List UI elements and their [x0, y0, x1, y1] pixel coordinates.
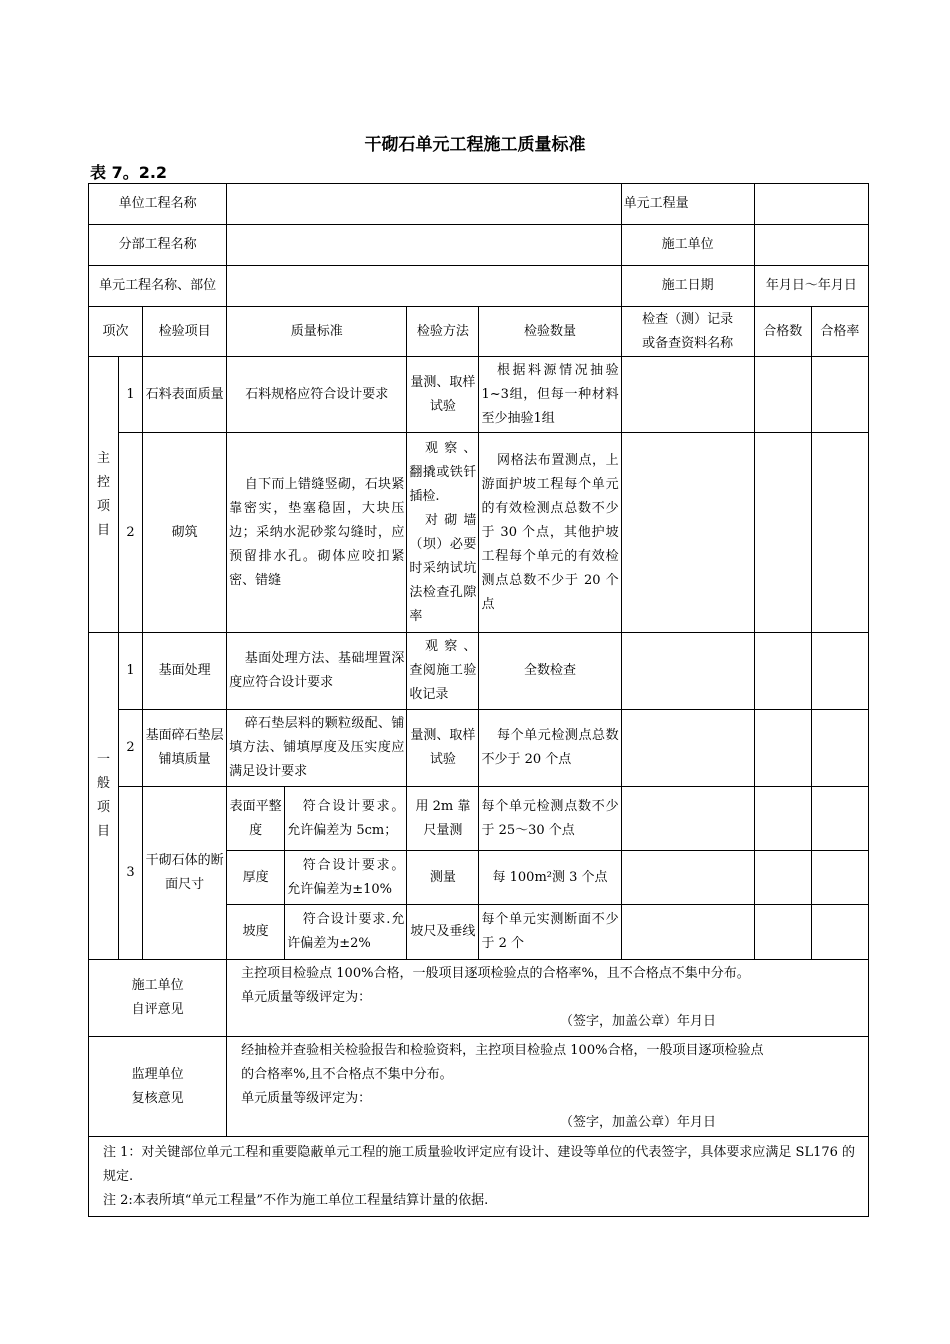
main-item-row-1	[89, 357, 869, 433]
general-item-2-pass-rate	[811, 710, 868, 787]
general-item-1-name: 基面处理	[143, 633, 227, 710]
header-row-unit-project	[89, 184, 869, 225]
col-method: 检验方法	[407, 307, 479, 357]
construction-unit-value	[754, 225, 868, 266]
general-item-row-1	[89, 633, 869, 710]
general-item-3-sub-1-name: 表面平整度	[227, 787, 285, 851]
supervision-label-line2: 复核意见	[131, 1090, 184, 1106]
general-item-1-pass-count	[754, 633, 811, 710]
self-eval-line2: 单元质量等级评定为：	[241, 990, 372, 1005]
general-item-3-sub-2-method: 测量	[407, 851, 479, 905]
general-item-1-method: 观察、查阅施工验收记录	[407, 633, 479, 710]
general-item-1-pass-rate	[811, 633, 868, 710]
general-item-2-name: 基面碎石垫层铺填质量	[143, 710, 227, 787]
self-eval-label-line1: 施工单位	[131, 978, 184, 993]
general-items-category	[89, 633, 119, 960]
main-item-1-standard: 石料规格应符合设计要求	[227, 357, 407, 433]
main-item-1-pass-rate	[811, 357, 868, 433]
table-number: 表 7。2.2	[90, 163, 168, 182]
self-eval-sign: （签字，加盖公章）年月日	[559, 1014, 716, 1029]
general-item-2-record	[621, 710, 754, 787]
general-item-3-sub-3-method: 坡尺及垂线	[407, 905, 479, 960]
general-item-3-sub-2-pass-rate	[811, 851, 868, 905]
supervision-label-line1: 监理单位	[131, 1066, 184, 1082]
header-row-element	[89, 266, 869, 307]
general-item-3-sub-1-pass-count	[754, 787, 811, 851]
col-pass-rate: 合格率	[811, 307, 868, 357]
element-project-name-label: 单元工程名称、部位	[89, 266, 227, 307]
construction-unit-label: 施工单位	[621, 225, 754, 266]
self-eval-label-line2: 自评意见	[131, 1002, 184, 1017]
column-header-row	[89, 307, 869, 357]
general-item-3-sub-1-method: 用 2m 靠尺量测	[407, 787, 479, 851]
main-item-2-method-line1: 观察、翻撬或铁钎插检.	[409, 440, 477, 504]
general-item-2-standard: 碎石垫层料的颗粒级配、铺填方法、铺填厚度及压实度应满足设计要求	[227, 710, 407, 787]
general-item-3-sub-2-name: 厚度	[227, 851, 285, 905]
general-item-3-sub-2-record	[621, 851, 754, 905]
main-item-1-record	[621, 357, 754, 433]
general-item-3-name: 干砌石体的断面尺寸	[143, 787, 227, 960]
general-item-1-quantity: 全数检查	[479, 633, 621, 710]
main-item-2-method-line2: 对砌墙（坝）必要时采纳试坑法检查孔隙率	[409, 512, 477, 624]
element-project-name-value	[227, 266, 621, 307]
general-item-3-sub-3-record	[621, 905, 754, 960]
main-items-category	[89, 357, 119, 633]
header-row-division	[89, 225, 869, 266]
main-item-1-no: 1	[119, 357, 143, 433]
general-item-3-sub-1-pass-rate	[811, 787, 868, 851]
col-quantity: 检验数量	[479, 307, 621, 357]
supervision-row	[89, 1037, 869, 1137]
notes-content	[89, 1137, 869, 1217]
general-item-2-method: 量测、取样试验	[407, 710, 479, 787]
main-item-row-2	[89, 433, 869, 633]
general-item-3-sub-2-pass-count	[754, 851, 811, 905]
col-record	[621, 307, 754, 357]
construction-date-value: 年月日～年月日	[754, 266, 868, 307]
unit-project-name-label: 单位工程名称	[89, 184, 227, 225]
note-2: 注 2:本表所填“单元工程量”不作为施工单位工程量结算计量的依据.	[103, 1192, 489, 1208]
general-item-3-sub-2-quantity: 每 100m²测 3 个点	[479, 851, 621, 905]
general-item-3-sub-3-name: 坡度	[227, 905, 285, 960]
general-item-row-3a	[89, 787, 869, 851]
general-item-3-sub-3-quantity: 每个单元实测断面不少于 2 个	[479, 905, 621, 960]
supervision-line1: 经抽检并查验相关检验报告和检验资料，主控项目检验点 100%合格，一般项目逐项检验点	[241, 1042, 764, 1058]
general-item-2-quantity: 每个单元检测点总数不少于 20 个点	[479, 710, 621, 787]
main-item-1-quantity: 根据料源情况抽验1~3组，但每一种材料至少抽验1组	[479, 357, 621, 433]
general-item-3-sub-3-pass-count	[754, 905, 811, 960]
general-item-3-sub-1-record	[621, 787, 754, 851]
main-item-1-pass-count	[754, 357, 811, 433]
self-eval-label	[89, 960, 227, 1037]
general-item-2-no: 2	[119, 710, 143, 787]
general-item-1-record	[621, 633, 754, 710]
page-title: 干砌石单元工程施工质量标准	[364, 135, 586, 155]
general-item-3-sub-1-quantity: 每个单元检测点数不少于 25～30 个点	[479, 787, 621, 851]
general-items-category-text: 一般项目	[97, 752, 111, 839]
col-inspection-item: 检验项目	[143, 307, 227, 357]
division-project-name-value	[227, 225, 621, 266]
col-item-no: 项次	[89, 307, 143, 357]
main-item-2-no: 2	[119, 433, 143, 633]
general-item-3-no: 3	[119, 787, 143, 960]
main-item-2-pass-count	[754, 433, 811, 633]
self-eval-row	[89, 960, 869, 1037]
general-item-3-sub-3-standard: 符合设计要求.允许偏差为±2%	[285, 905, 407, 960]
col-pass-count: 合格数	[754, 307, 811, 357]
quality-standard-table	[88, 183, 869, 1217]
division-project-name-label: 分部工程名称	[89, 225, 227, 266]
col-quality-standard: 质量标准	[227, 307, 407, 357]
main-item-1-name: 石料表面质量	[143, 357, 227, 433]
note-1: 注 1：对关键部位单元工程和重要隐蔽单元工程的施工质量验收评定应有设计、建设等单位的代表签字，具体要求应满足 SL176 的规定.	[103, 1144, 856, 1184]
general-item-1-no: 1	[119, 633, 143, 710]
main-item-2-standard: 自下而上错缝竖砌，石块紧靠密实，垫塞稳固，大块压边；采纳水泥砂浆勾缝时，应预留排水孔。砌体应咬扣紧密、错缝	[227, 433, 407, 633]
self-eval-content	[227, 960, 869, 1037]
main-item-2-method	[407, 433, 479, 633]
unit-quantity-value	[754, 184, 868, 225]
supervision-label	[89, 1037, 227, 1137]
main-item-2-name: 砌筑	[143, 433, 227, 633]
general-item-3-sub-2-standard: 符合设计要求。允许偏差为±10%	[285, 851, 407, 905]
supervision-line3: 单元质量等级评定为：	[241, 1090, 372, 1106]
unit-quantity-label: 单元工程量	[621, 184, 754, 225]
col-record-line2: 或备查资料名称	[642, 335, 734, 351]
main-item-1-method: 量测、取样试验	[407, 357, 479, 433]
supervision-sign: （签字，加盖公章）年月日	[559, 1114, 716, 1130]
self-eval-line1: 主控项目检验点 100%合格，一般项目逐项检验点的合格率%，且不合格点不集中分布。	[241, 966, 750, 981]
general-item-1-standard: 基面处理方法、基础埋置深度应符合设计要求	[227, 633, 407, 710]
supervision-content	[227, 1037, 869, 1137]
supervision-line2: 的合格率%,且不合格点不集中分布。	[241, 1066, 453, 1082]
main-item-2-pass-rate	[811, 433, 868, 633]
main-items-category-text: 主控项目	[97, 450, 111, 538]
notes-row	[89, 1137, 869, 1217]
construction-date-label: 施工日期	[621, 266, 754, 307]
general-item-3-sub-3-pass-rate	[811, 905, 868, 960]
col-record-line1: 检查（测）记录	[642, 311, 734, 327]
main-item-2-quantity: 网格法布置测点，上游面护坡工程每个单元的有效检测点总数不少于 30 个点，其他护坡工程每个单元的有效检测点总数不少于 20 个点	[479, 433, 621, 633]
general-item-2-pass-count	[754, 710, 811, 787]
general-item-row-2	[89, 710, 869, 787]
unit-project-name-value	[227, 184, 621, 225]
main-item-2-record	[621, 433, 754, 633]
general-item-3-sub-1-standard: 符合设计要求。允许偏差为 5cm；	[285, 787, 407, 851]
